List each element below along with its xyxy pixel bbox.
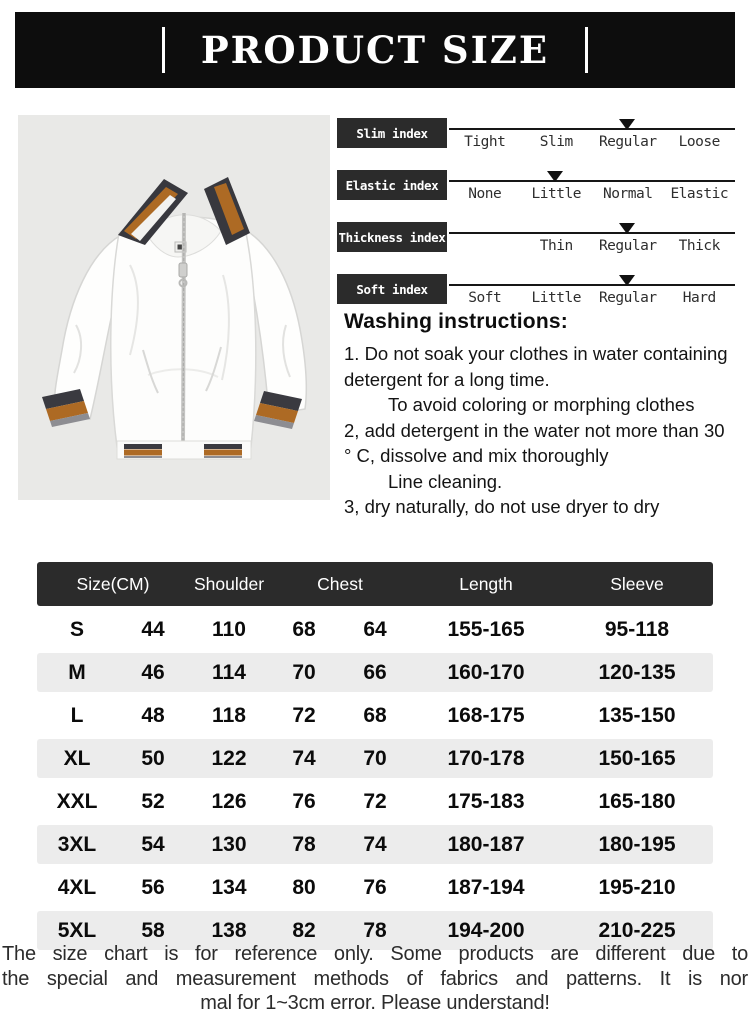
product-index-scales <box>337 118 735 326</box>
size-table-cell: L <box>70 703 84 727</box>
washing-line: To avoid coloring or morphing clothes <box>388 394 695 415</box>
index-option: Little <box>531 290 581 306</box>
size-table-cell: 126 <box>211 789 247 813</box>
arrow-down-icon <box>547 171 563 182</box>
size-table-cell: 78 <box>269 825 339 864</box>
size-table-row <box>37 825 713 864</box>
washing-instructions <box>344 310 748 520</box>
size-table-cell: 120-135 <box>561 653 713 692</box>
index-line <box>449 232 735 234</box>
size-table-cell: 180-195 <box>561 825 713 864</box>
index-option: Thin <box>539 238 573 254</box>
size-table-cell: 52 <box>141 789 165 813</box>
index-option: Regular <box>598 238 657 254</box>
banner-divider-bar-right <box>585 27 588 73</box>
size-table-cell: 210-225 <box>561 911 713 950</box>
arrow-down-icon <box>619 275 635 286</box>
washing-title: Washing instructions: <box>344 310 568 333</box>
index-option: Elastic <box>670 186 729 202</box>
size-table-header-cell: Shoulder <box>189 562 269 606</box>
header-banner <box>15 12 735 88</box>
size-table-cell: 118 <box>212 703 246 727</box>
footer-line: the special and measurement methods of fabrics and patterns. It is nor <box>2 967 748 990</box>
index-option <box>449 238 521 254</box>
size-table-cell: 195-210 <box>598 875 676 899</box>
size-table-cell: 76 <box>363 875 387 899</box>
size-table-header-row <box>37 562 713 606</box>
size-table-cell: 74 <box>339 825 411 864</box>
page-title: PRODUCT SIZE <box>200 28 550 72</box>
size-table-cell: 58 <box>117 911 189 950</box>
index-scale <box>337 170 735 218</box>
size-table-cell: 80 <box>292 875 316 899</box>
size-table-cell: 110 <box>212 617 246 641</box>
size-table-cell: 76 <box>292 789 316 813</box>
index-label-box: Thickness index <box>337 222 447 252</box>
arrow-down-icon <box>619 119 635 130</box>
size-table-cell: S <box>69 617 84 641</box>
size-table-cell: 72 <box>292 703 316 727</box>
size-table-cell: 54 <box>117 825 189 864</box>
size-table-cell: 78 <box>339 911 411 950</box>
jacket-image <box>18 115 330 500</box>
size-table-cell: M <box>37 653 117 692</box>
washing-line: detergent for a long time. <box>344 368 550 390</box>
size-table-cell: 150-165 <box>561 739 713 778</box>
size-table-cell: 165-180 <box>598 789 676 813</box>
index-line <box>449 180 735 182</box>
index-option: Hard <box>682 290 716 306</box>
size-table-header-cell: Size(CM) <box>37 562 189 606</box>
index-label-box: Elastic index <box>337 170 447 200</box>
size-table-cell: 5XL <box>37 911 117 950</box>
washing-line: Line cleaning. <box>388 470 503 492</box>
index-track <box>447 170 735 218</box>
size-table-row <box>37 610 713 649</box>
index-options <box>449 186 735 202</box>
index-options <box>449 238 735 254</box>
size-table-cell: 46 <box>117 653 189 692</box>
size-table-cell: 138 <box>189 911 269 950</box>
size-table-row <box>37 696 713 735</box>
index-option: Loose <box>678 134 720 150</box>
size-table-cell: 72 <box>363 789 387 813</box>
washing-lines <box>344 341 748 520</box>
size-table-body <box>37 610 713 950</box>
banner-divider-bar-left <box>162 27 165 73</box>
index-label-box: Slim index <box>337 118 447 148</box>
size-table-cell: XXL <box>56 789 98 813</box>
index-scale <box>337 222 735 270</box>
size-table-cell: 3XL <box>37 825 117 864</box>
size-table-cell: 82 <box>269 911 339 950</box>
size-table-cell: 64 <box>363 617 387 641</box>
size-table-cell: 122 <box>189 739 269 778</box>
size-table-row <box>37 653 713 692</box>
size-table-section <box>37 558 713 954</box>
size-table-cell: 48 <box>141 703 165 727</box>
index-track <box>447 118 735 166</box>
size-table-cell: 194-200 <box>411 911 561 950</box>
size-table-cell: 95-118 <box>604 617 670 641</box>
size-table-cell: 160-170 <box>411 653 561 692</box>
size-table-header-cell: Chest <box>269 562 411 606</box>
size-table-cell: 56 <box>141 875 165 899</box>
index-options <box>449 290 735 306</box>
footer-line: mal for 1~3cm error. Please understand! <box>200 992 550 1014</box>
index-label-box: Soft index <box>337 274 447 304</box>
size-table-cell: 70 <box>339 739 411 778</box>
size-table-cell: 114 <box>189 653 269 692</box>
footer-line: The size chart is for reference only. Some products are different due to <box>2 943 748 965</box>
washing-line: 1. Do not soak your clothes in water containing <box>344 343 728 364</box>
size-table-cell: 68 <box>292 617 316 641</box>
size-table-cell: 155-165 <box>447 617 525 641</box>
washing-line: 3, dry naturally, do not use dryer to dry <box>344 496 660 517</box>
index-options <box>449 134 735 150</box>
size-table-cell: XL <box>37 739 117 778</box>
size-table-header-cell: Length <box>411 562 561 606</box>
index-line <box>449 128 735 130</box>
size-table-cell: 50 <box>117 739 189 778</box>
index-scale <box>337 118 735 166</box>
size-table-header-cell: Sleeve <box>561 562 713 606</box>
size-table-row <box>37 739 713 778</box>
index-option: Regular <box>598 134 657 150</box>
washing-line: ° C, dissolve and mix thoroughly <box>344 445 609 466</box>
index-option: Soft <box>468 290 502 306</box>
index-line <box>449 284 735 286</box>
size-table-cell: 130 <box>189 825 269 864</box>
arrow-down-icon <box>619 223 635 234</box>
size-table-cell: 187-194 <box>447 875 525 899</box>
size-table-row <box>37 868 713 907</box>
size-table-cell: 180-187 <box>411 825 561 864</box>
index-option: Regular <box>598 290 657 306</box>
size-table-cell: 134 <box>211 875 247 899</box>
jacket-illustration <box>18 115 330 500</box>
size-table <box>37 558 713 954</box>
size-table-cell: 170-178 <box>411 739 561 778</box>
size-table-cell: 66 <box>339 653 411 692</box>
size-table-cell: 175-183 <box>447 789 525 813</box>
size-table-cell: 68 <box>363 703 387 727</box>
index-option: Tight <box>464 134 506 150</box>
size-table-cell: 44 <box>141 617 165 641</box>
index-option: Little <box>531 186 581 202</box>
size-table-cell: 70 <box>269 653 339 692</box>
size-table-cell: 135-150 <box>598 703 676 727</box>
size-table-cell: 168-175 <box>447 703 525 727</box>
size-table-cell: 74 <box>269 739 339 778</box>
index-option: None <box>468 186 502 202</box>
size-table-cell: 4XL <box>57 875 97 899</box>
index-option: Slim <box>539 134 573 150</box>
size-table-row <box>37 782 713 821</box>
index-track <box>447 222 735 270</box>
index-option: Normal <box>603 186 653 202</box>
index-option: Thick <box>678 238 720 254</box>
washing-line: 2, add detergent in the water not more than 30 <box>344 419 725 441</box>
footer-note <box>2 942 748 1016</box>
